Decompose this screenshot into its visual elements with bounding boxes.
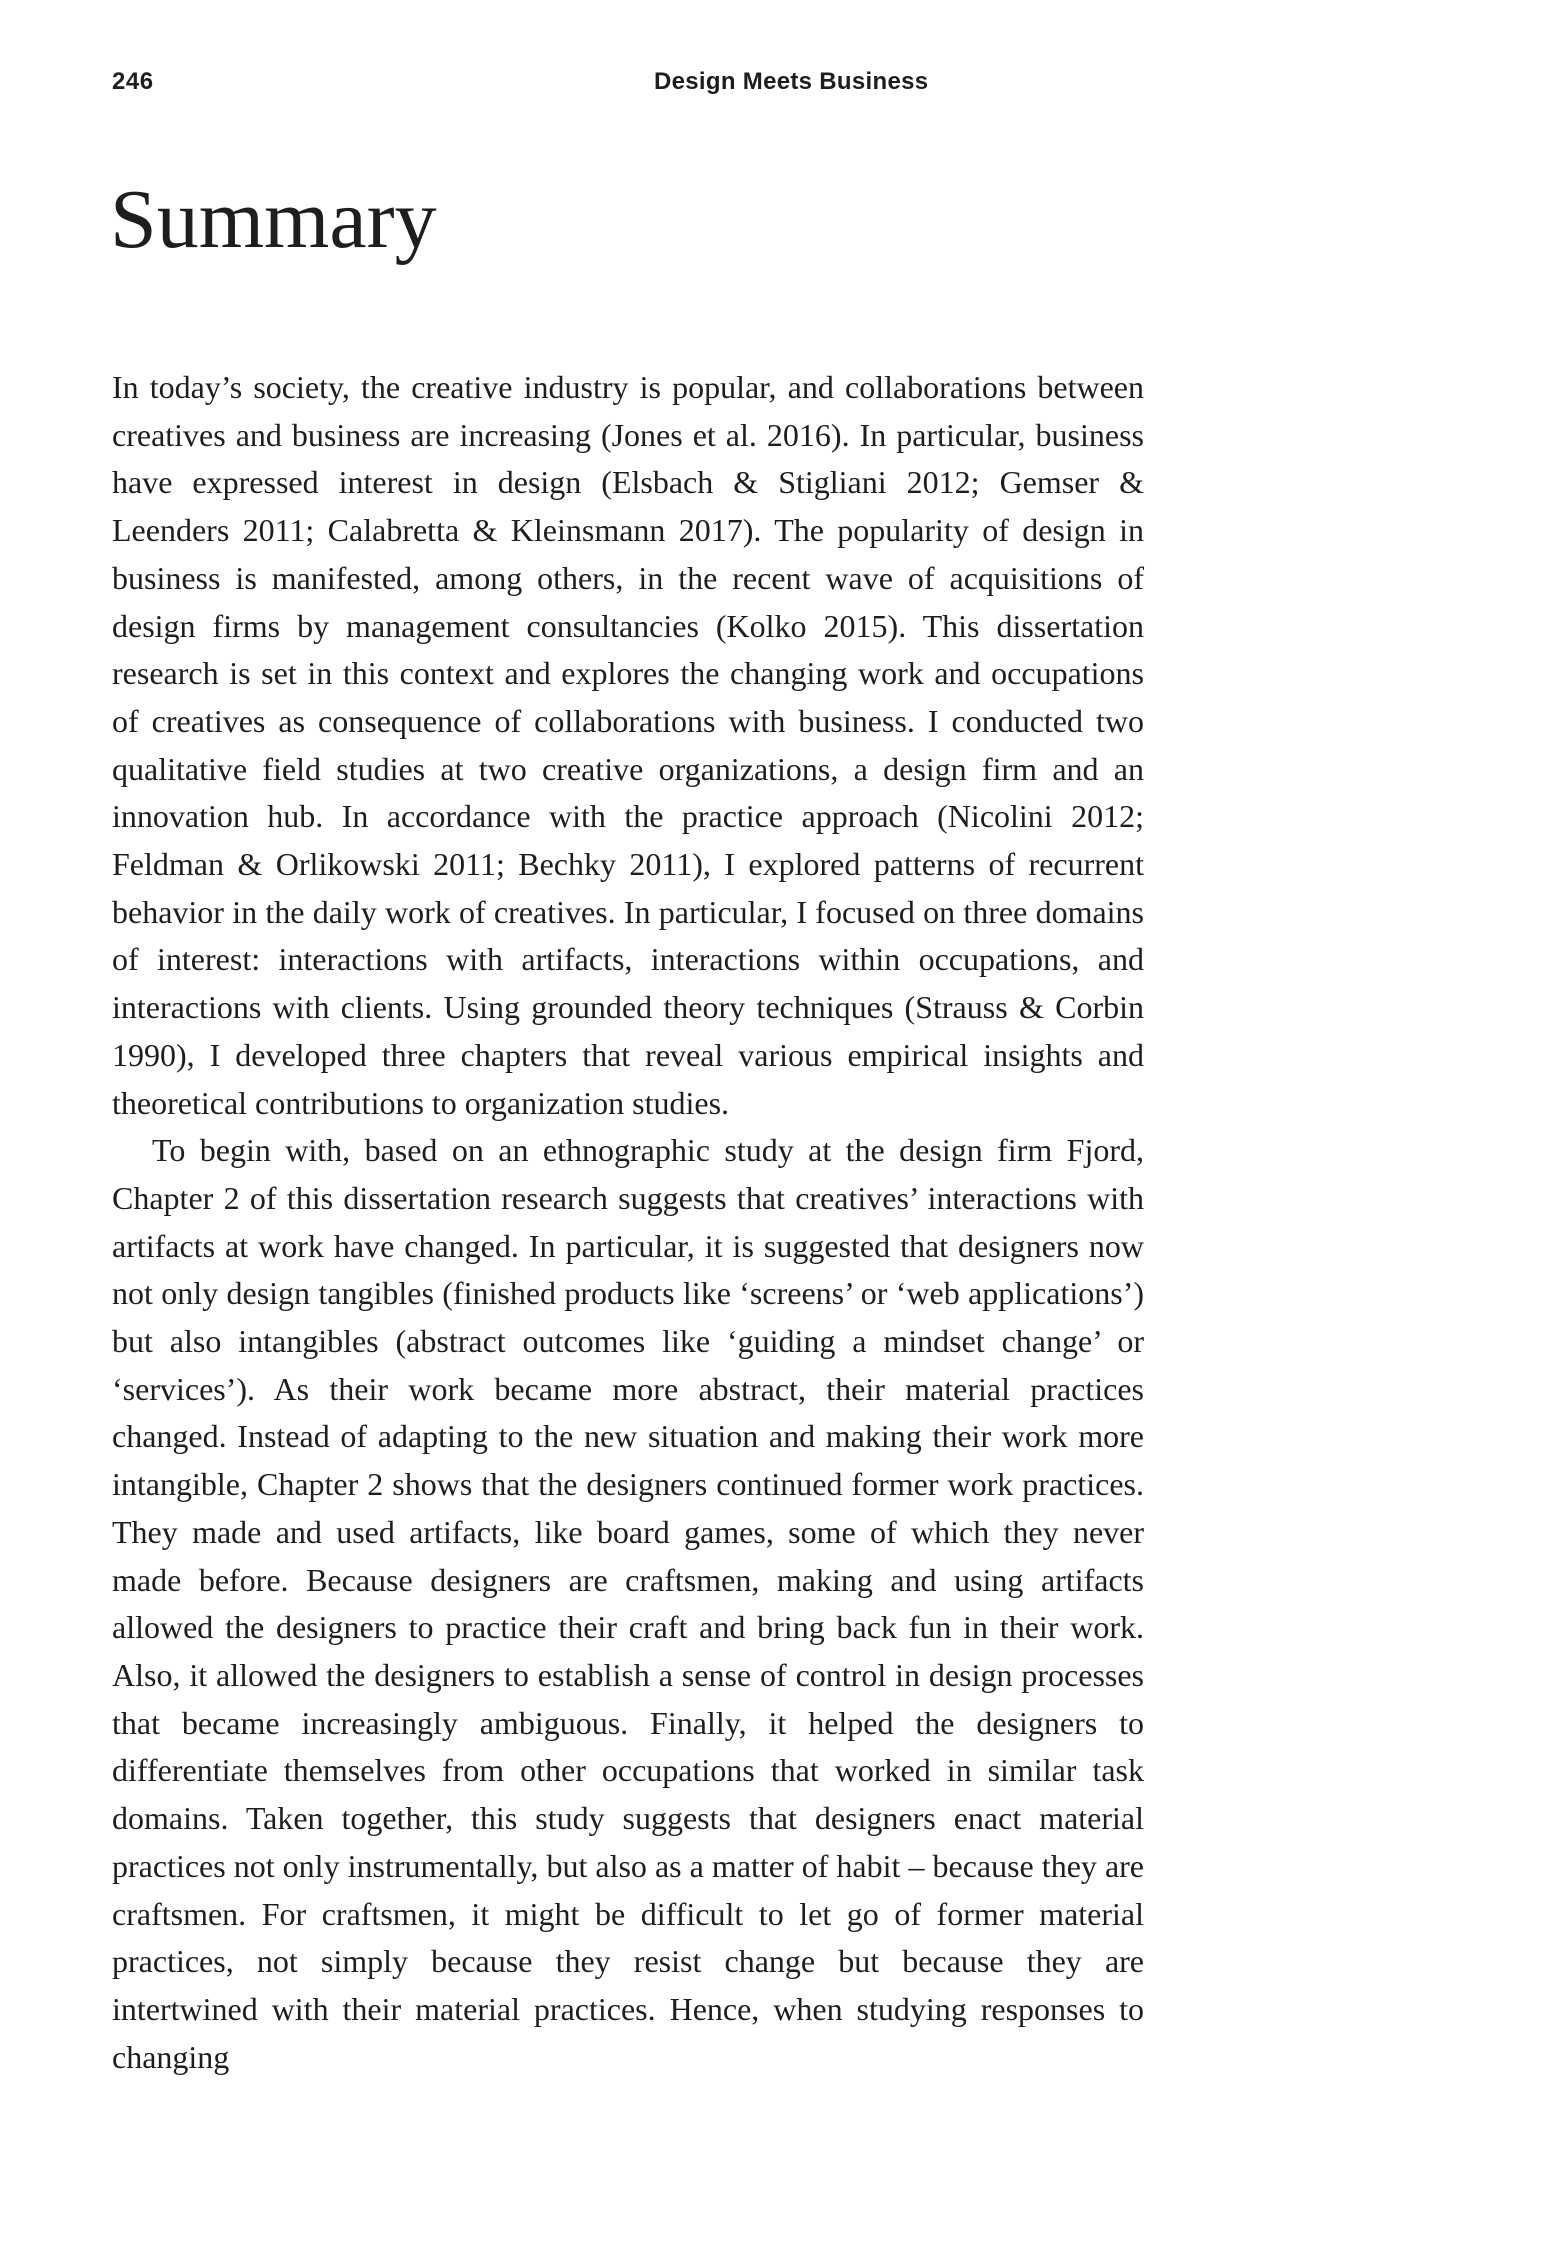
- page-title: Summary: [110, 173, 437, 266]
- running-head: Design Meets Business: [654, 68, 929, 95]
- page-number: 246: [112, 68, 154, 95]
- paragraph: To begin with, based on an ethnographic study at the design firm Fjord, Chapter 2 of this dissertation research suggests that creatives’ interactions with artifacts at work have changed. In particular, it is suggested that designers now not only design tangibles (finished products like ‘screens’ or ‘web applications’) but also intangibles (abstract outcomes like ‘guiding a mindset change’ or ‘services’). As their work became more abstract, their material practices changed. Instead of adapting to the new situation and making their work more intangible, Chapter 2 shows that the designers continued former work practices. They made and used artifacts, like board games, some of which they never made before. Because designers are craftsmen, making and using artifacts allowed the designers to practice their craft and bring back fun in their work. Also, it allowed the designers to establish a sense of control in design processes that became increasingly ambiguous. Finally, it helped the designers to differentiate themselves from other occupations that worked in similar task domains. Taken together, this study suggests that designers enact material practices not only instrumentally, but also as a matter of habit – because they are craftsmen. For craftsmen, it might be difficult to let go of former material practices, not simply because they resist change but because they are intertwined with their material practices. Hence, when studying responses to changing: [112, 1132, 1144, 2075]
- paragraph: In today’s society, the creative industry is popular, and collaborations between creatives and business are increasing (Jones et al. 2016). In particular, business have expressed interest in design (Elsbach & Stigliani 2012; Gemser & Leenders 2011; Calabretta & Kleinsmann 2017). The popularity of design in business is manifested, among others, in the recent wave of acquisitions of design firms by management consultancies (Kolko 2015). This dissertation research is set in this context and explores the changing work and occupations of creatives as consequence of collaborations with business. I conducted two qualitative field studies at two creative organizations, a design firm and an innovation hub. In accordance with the practice approach (Nicolini 2012; Feldman & Orlikowski 2011; Bechky 2011), I explored patterns of recurrent behavior in the daily work of creatives. In particular, I focused on three domains of interest: interactions with artifacts, interactions within occupations, and interactions with clients. Using grounded theory techniques (Strauss & Corbin 1990), I developed three chapters that reveal various empirical insights and theoretical contributions to organization studies.: [112, 369, 1144, 1121]
- body-text: [112, 364, 1144, 2081]
